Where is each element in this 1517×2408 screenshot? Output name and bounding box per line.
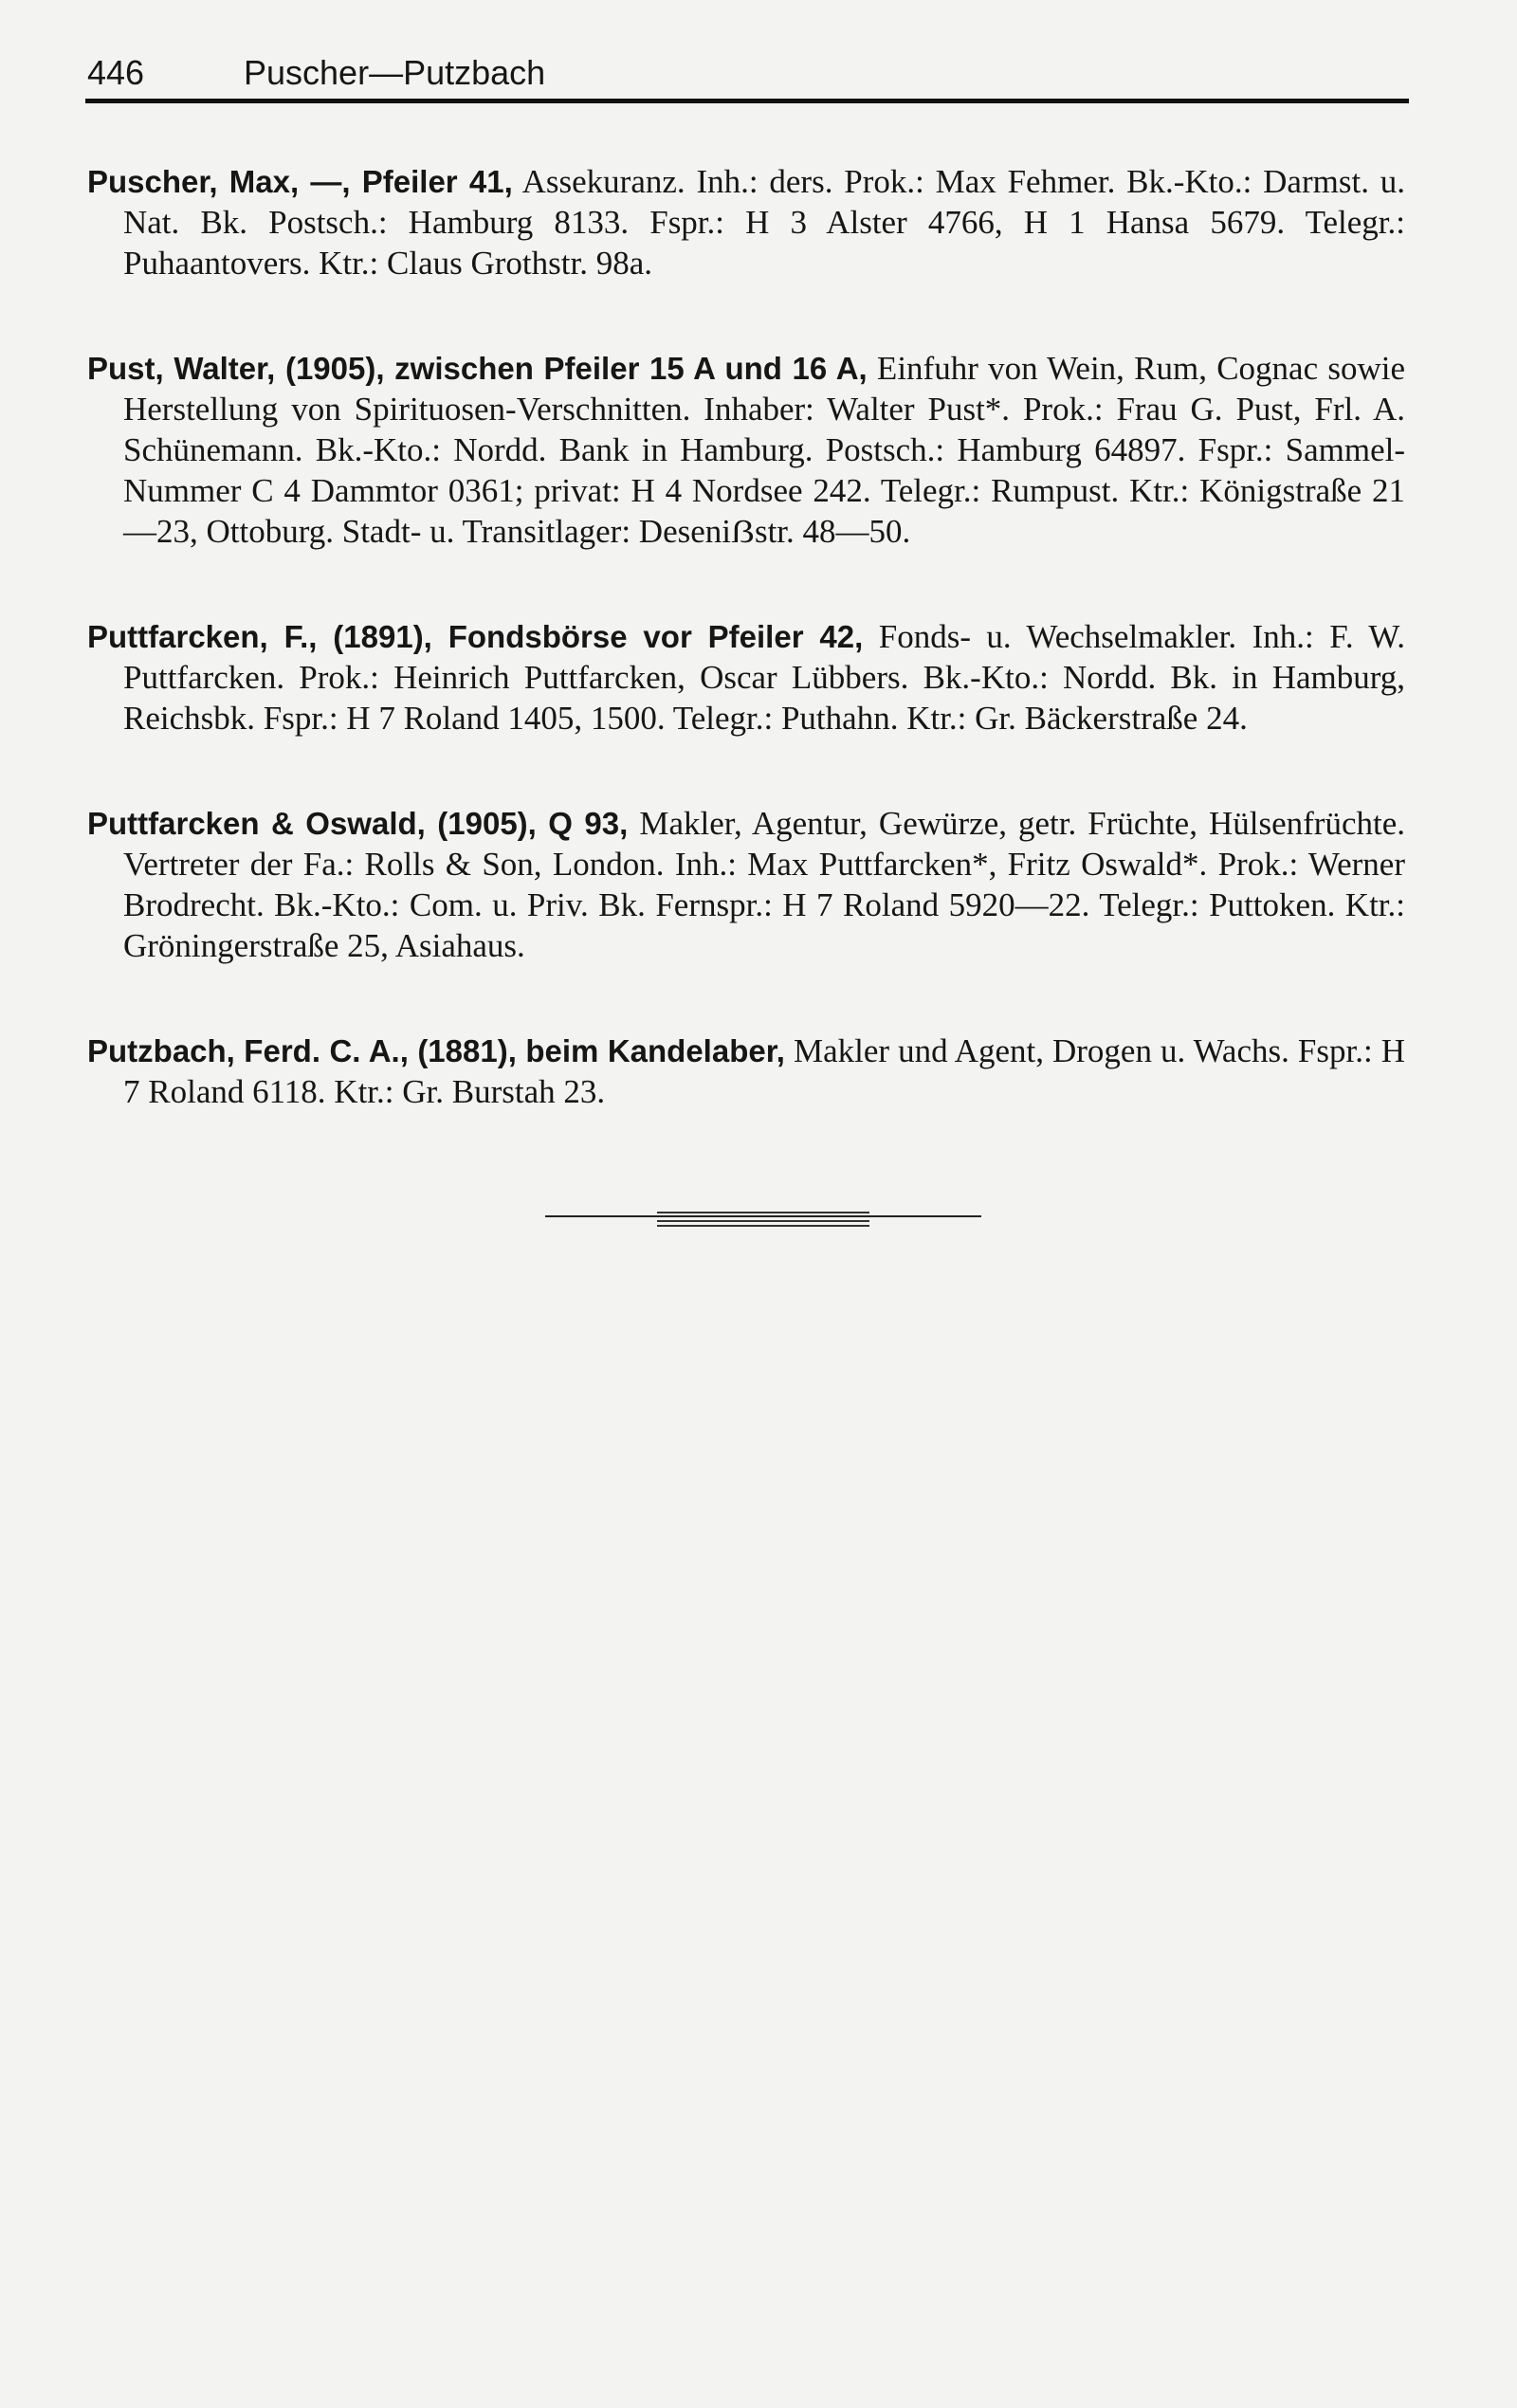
entry-puscher xyxy=(87,161,1405,283)
running-head xyxy=(87,49,1407,97)
entry-name: Putzbach, Ferd. C. A., (1881), beim Kandelaber, xyxy=(87,1033,785,1068)
ornament-line xyxy=(657,1220,869,1222)
entry-text: Einfuhr von Wein, Rum, Cognac sowie Herstellung von Spirituosen-Verschnitten. Inhaber: Walter Pust*. Prok.: Frau G. Pust, Frl. A. Schünemann. Bk.-Kto.: Nordd. Bank in Hamburg. Postsch.: Hamburg 64897. Fspr.: Sammel-Nummer C 4 Dammtor 0361; privat: H 4 Nordsee 242. Telegr.: Rumpust. Ktr.: Königstraße 21—23, Ottoburg. Stadt- u. Transitlager: Deseniẞstr. 48—50. xyxy=(123,350,1405,550)
entry-name: Puttfarcken & Oswald, (1905), Q 93, xyxy=(87,806,629,841)
end-ornament xyxy=(545,1212,981,1231)
entry-name: Puttfarcken, F., (1891), Fondsbörse vor Pfeiler 42, xyxy=(87,619,864,654)
ornament-line xyxy=(657,1212,869,1213)
entry-name: Pust, Walter, (1905), zwischen Pfeiler 15 A und 16 A, xyxy=(87,351,868,386)
entry-text: Makler, Agentur, Gewürze, getr. Früchte, Hülsenfrüchte. Vertreter der Fa.: Rolls & Son, London. Inh.: Max Puttfarcken*, Fritz Oswald*. Prok.: Werner Brodrecht. Bk.-Kto.: Com. u. Priv. Bk. Fernspr.: H 7 Roland 5920—22. Telegr.: Puttoken. Ktr.: Gröningerstraße 25, Asiahaus. xyxy=(123,805,1405,964)
entry-puttfarcken-oswald xyxy=(87,803,1405,966)
header-rule xyxy=(85,99,1409,103)
entry-puttfarcken xyxy=(87,616,1405,739)
entry-name: Puscher, Max, —, Pfeiler 41, xyxy=(87,164,513,199)
entry-pust xyxy=(87,348,1405,552)
ornament-line xyxy=(545,1215,981,1217)
page-number: 446 xyxy=(87,53,145,92)
entry-text: Assekuranz. Inh.: ders. Prok.: Max Fehmer. Bk.-Kto.: Darmst. u. Nat. Bk. Postsch.: Hamburg 8133. Fspr.: H 3 Alster 4766, H 1 Hansa 5679. Telegr.: Puhaantovers. Ktr.: Claus Grothstr. 98a. xyxy=(123,163,1405,282)
page-title: Puscher—Putzbach xyxy=(244,53,546,92)
entry-text: Makler und Agent, Drogen u. Wachs. Fspr.: H 7 Roland 6118. Ktr.: Gr. Burstah 23. xyxy=(123,1032,1405,1110)
ornament-line xyxy=(657,1225,869,1227)
entry-list xyxy=(87,161,1405,1177)
entry-putzbach xyxy=(87,1031,1405,1112)
entry-text: Fonds- u. Wechselmakler. Inh.: F. W. Puttfarcken. Prok.: Heinrich Puttfarcken, Oscar Lübbers. Bk.-Kto.: Nordd. Bk. in Hamburg, Reichsbk. Fspr.: H 7 Roland 1405, 1500. Telegr.: Puthahn. Ktr.: Gr. Bäckerstraße 24. xyxy=(123,618,1405,737)
